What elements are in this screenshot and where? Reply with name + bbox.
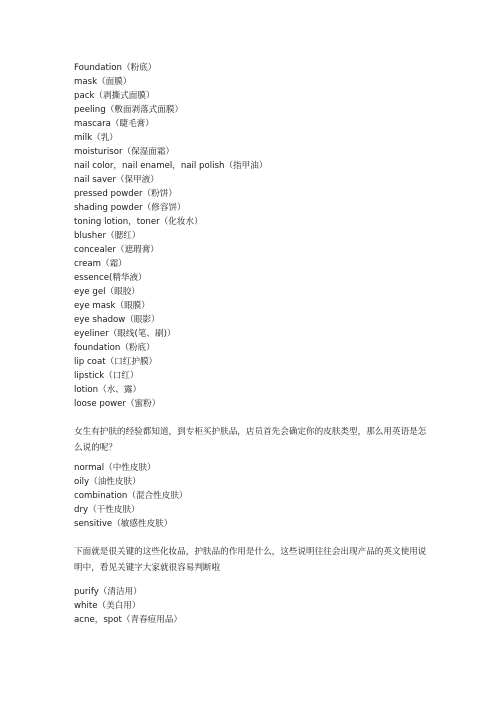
vocab-item: mascara（睫毛膏） — [74, 119, 154, 129]
vocab-item: nail color，nail enamel，nail polish（指甲油） — [74, 161, 268, 171]
vocab-item: milk（乳） — [74, 133, 118, 143]
vocab-item: essence(精华液） — [74, 273, 147, 283]
vocab-item: foundation（粉底） — [74, 343, 155, 353]
skin-type-item: combination（混合性皮肤） — [74, 491, 188, 501]
skin-type-item: normal（中性皮肤） — [74, 463, 156, 473]
skin-type-item: dry（干性皮肤） — [74, 505, 140, 515]
vocab-item: concealer（遮瑕膏） — [74, 245, 159, 255]
vocab-item: eye gel（眼胶） — [74, 287, 140, 297]
vocab-item: nail saver（保甲液） — [74, 175, 159, 185]
vocab-item: eyeliner（眼线(笔、刷)） — [74, 329, 176, 339]
vocab-item: moisturisor（保湿面霜） — [74, 147, 175, 157]
paragraph-keywords: 下面就是很关键的这些化妆品，护肤品的作用是什么，这些说明往往会出现产品的英文使用说明中，看见关键字大家就很容易判断啦 — [74, 547, 427, 573]
paragraph-skin-type: 女生有护肤的经验都知道，到专柜买护肤品，店员首先会确定你的皮肤类型，那么用英语是怎么说的呢？ — [74, 427, 427, 453]
vocab-item: lip coat（口红护膜） — [74, 357, 158, 367]
skin-type-item: oily（油性皮肤） — [74, 477, 141, 487]
vocab-item: blusher（腮红） — [74, 231, 141, 241]
vocab-item: Foundation（粉底） — [74, 63, 157, 73]
vocab-item: eye shadow（眼影） — [74, 315, 160, 325]
vocab-item: pressed powder（粉饼） — [74, 189, 177, 199]
vocab-item: toning lotion，toner（化妆水） — [74, 217, 203, 227]
vocab-item: lotion（水、露） — [74, 385, 142, 395]
vocab-item: eye mask（眼膜） — [74, 301, 150, 311]
vocab-item: lipstick（口红） — [74, 371, 139, 381]
skin-type-item: sensitive（敏感性皮肤） — [74, 519, 173, 529]
vocab-item: loose power（蜜粉） — [74, 399, 161, 409]
vocab-item: peeling（敷面剥落式面膜） — [74, 105, 184, 115]
vocab-item: pack（剥撕式面膜） — [74, 91, 155, 101]
vocab-item: cream（霜） — [74, 259, 127, 269]
effect-item: acne，spot（青春痘用品） — [74, 615, 183, 625]
vocab-item: mask（面膜） — [74, 77, 132, 87]
vocab-item: shading powder（修容饼） — [74, 203, 186, 213]
effect-item: purify（清洁用） — [74, 587, 142, 597]
effect-item: white（美白用） — [74, 601, 141, 611]
